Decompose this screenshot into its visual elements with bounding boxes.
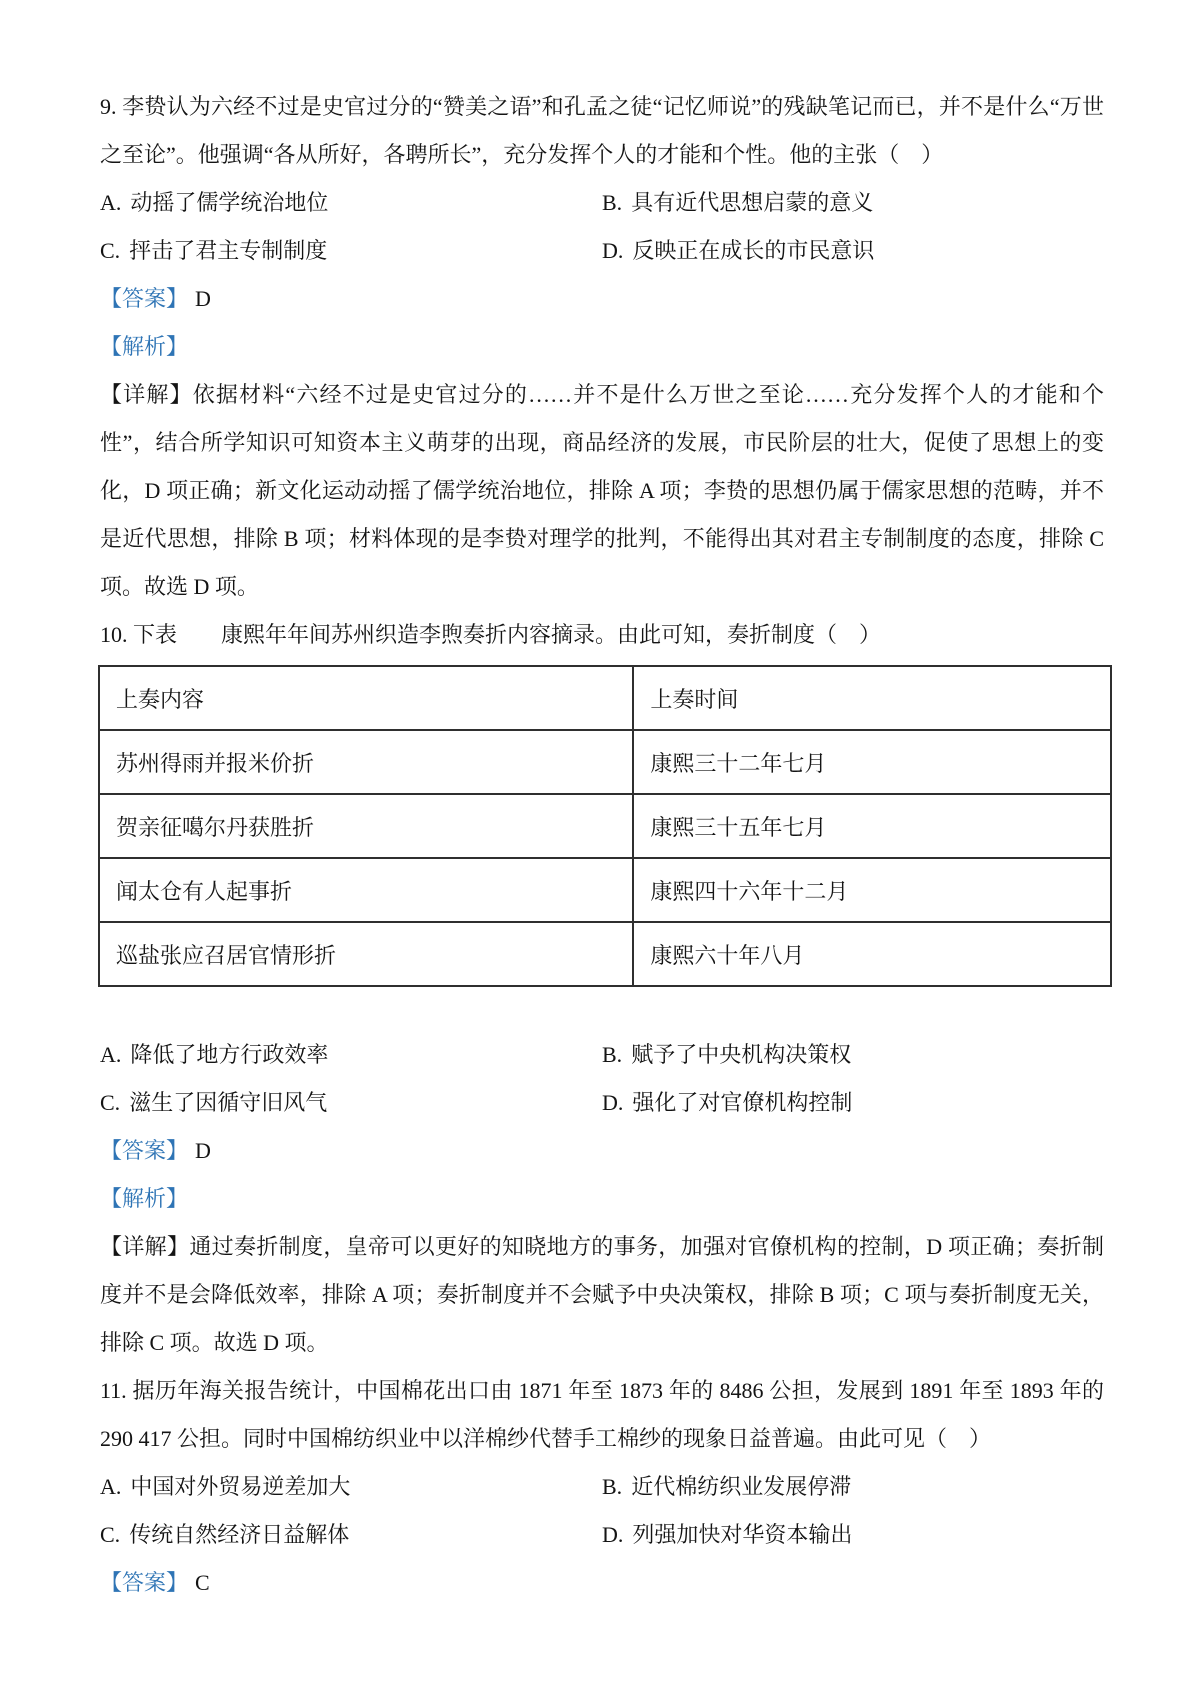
detail-label: 【详解】 xyxy=(100,382,193,407)
option-text: 强化了对官僚机构控制 xyxy=(632,1090,853,1115)
question-11 xyxy=(100,1367,1104,1607)
detail-paragraph xyxy=(100,371,1104,611)
question-9-stem: 9. 李贽认为六经不过是史官过分的“赞美之语”和孔孟之徒“记忆师说”的残缺笔记而已，并不是什么“万世之至论”。他强调“各从所好，各聘所长”，充分发挥个人的才能和个性。他的主张（ ） xyxy=(100,94,1104,167)
option-11-b xyxy=(602,1463,1104,1511)
option-text: 滋生了因循守旧风气 xyxy=(129,1090,328,1115)
option-11-c xyxy=(100,1511,602,1559)
answer-line xyxy=(100,1559,1104,1607)
option-key: B. xyxy=(602,1042,623,1067)
option-11-a xyxy=(100,1463,602,1511)
question-10-stem: 10. 下表 康熙年年间苏州织造李煦奏折内容摘录。由此可知，奏折制度（ ） xyxy=(100,622,882,647)
table-cell-time: 康熙四十六年十二月 xyxy=(633,858,1111,922)
analysis-label: 【解析】 xyxy=(100,1186,189,1211)
answer-label: 【答案】 xyxy=(100,1570,189,1595)
table-cell-time: 康熙六十年八月 xyxy=(633,922,1111,986)
option-10-a xyxy=(100,1031,602,1079)
question-9-options xyxy=(100,179,1104,275)
answer-value: C xyxy=(195,1570,210,1595)
analysis-line xyxy=(100,323,1104,371)
table-row xyxy=(99,922,1111,986)
option-key: C. xyxy=(100,1522,121,1547)
option-key: D. xyxy=(602,238,624,263)
question-11-options xyxy=(100,1463,1104,1559)
option-text: 具有近代思想启蒙的意义 xyxy=(631,190,874,215)
table-header-content: 上奏内容 xyxy=(99,666,633,730)
option-key: B. xyxy=(602,190,623,215)
analysis-line xyxy=(100,1175,1104,1223)
table-header-time: 上奏时间 xyxy=(633,666,1111,730)
memorial-table xyxy=(98,665,1112,987)
table-row xyxy=(99,858,1111,922)
option-key: A. xyxy=(100,190,122,215)
analysis-label: 【解析】 xyxy=(100,334,189,359)
option-key: B. xyxy=(602,1474,623,1499)
answer-value: D xyxy=(195,1138,211,1163)
option-text: 列强加快对华资本输出 xyxy=(632,1522,853,1547)
table-cell-time: 康熙三十五年七月 xyxy=(633,794,1111,858)
option-key: C. xyxy=(100,1090,121,1115)
detail-label: 【详解】 xyxy=(100,1234,190,1259)
question-10-options xyxy=(100,1031,1104,1127)
option-key: D. xyxy=(602,1090,624,1115)
option-text: 动摇了儒学统治地位 xyxy=(130,190,329,215)
question-10 xyxy=(100,611,1104,1367)
table-cell-content: 贺亲征噶尔丹获胜折 xyxy=(99,794,633,858)
option-10-c xyxy=(100,1079,602,1127)
table-cell-content: 闻太仓有人起事折 xyxy=(99,858,633,922)
question-9 xyxy=(100,83,1104,611)
option-text: 降低了地方行政效率 xyxy=(130,1042,329,1067)
option-9-a xyxy=(100,179,602,227)
option-9-c xyxy=(100,227,602,275)
option-key: A. xyxy=(100,1474,122,1499)
answer-label: 【答案】 xyxy=(100,286,189,311)
answer-line xyxy=(100,1127,1104,1175)
detail-paragraph xyxy=(100,1223,1104,1367)
table-header-row xyxy=(99,666,1111,730)
answer-value: D xyxy=(195,286,211,311)
option-10-d xyxy=(602,1079,1104,1127)
option-text: 抨击了君主专制制度 xyxy=(129,238,328,263)
answer-label: 【答案】 xyxy=(100,1138,189,1163)
table-cell-content: 巡盐张应召居官情形折 xyxy=(99,922,633,986)
option-key: C. xyxy=(100,238,121,263)
table-row xyxy=(99,794,1111,858)
option-key: D. xyxy=(602,1522,624,1547)
answer-line xyxy=(100,275,1104,323)
table-cell-time: 康熙三十二年七月 xyxy=(633,730,1111,794)
option-9-d xyxy=(602,227,1104,275)
detail-text: 依据材料“六经不过是史官过分的……并不是什么万世之至论……充分发挥个人的才能和个性”，结合所学知识可知资本主义萌芽的出现，商品经济的发展，市民阶层的壮大，促使了思想上的变化，D 项正确；新文化运动动摇了儒学统治地位，排除 A 项；李贽的思想仍属于儒家思想的范畴，并不是近代思想，排除 B 项；材料体现的是李贽对理学的批判，不能得出其对君主专制制度的态度，排除 C 项。故选 D 项。 xyxy=(100,382,1104,599)
table-row xyxy=(99,730,1111,794)
question-11-stem: 11. 据历年海关报告统计，中国棉花出口由 1871 年至 1873 年的 8486 公担，发展到 1891 年至 1893 年的 290 417 公担。同时中国棉纺织业中以洋棉纱代替手工棉纱的现象日益普遍。由此可见（ ） xyxy=(100,1378,1104,1451)
option-key: A. xyxy=(100,1042,122,1067)
option-9-b xyxy=(602,179,1104,227)
option-text: 反映正在成长的市民意识 xyxy=(632,238,875,263)
option-text: 赋予了中央机构决策权 xyxy=(631,1042,852,1067)
option-text: 中国对外贸易逆差加大 xyxy=(130,1474,351,1499)
detail-text: 通过奏折制度，皇帝可以更好的知晓地方的事务，加强对官僚机构的控制，D 项正确；奏折制度并不是会降低效率，排除 A 项；奏折制度并不会赋予中央决策权，排除 B 项；C 项与奏折制度无关，排除 C 项。故选 D 项。 xyxy=(100,1234,1104,1355)
option-text: 传统自然经济日益解体 xyxy=(129,1522,350,1547)
table-cell-content: 苏州得雨并报米价折 xyxy=(99,730,633,794)
option-11-d xyxy=(602,1511,1104,1559)
option-text: 近代棉纺织业发展停滞 xyxy=(631,1474,852,1499)
option-10-b xyxy=(602,1031,1104,1079)
